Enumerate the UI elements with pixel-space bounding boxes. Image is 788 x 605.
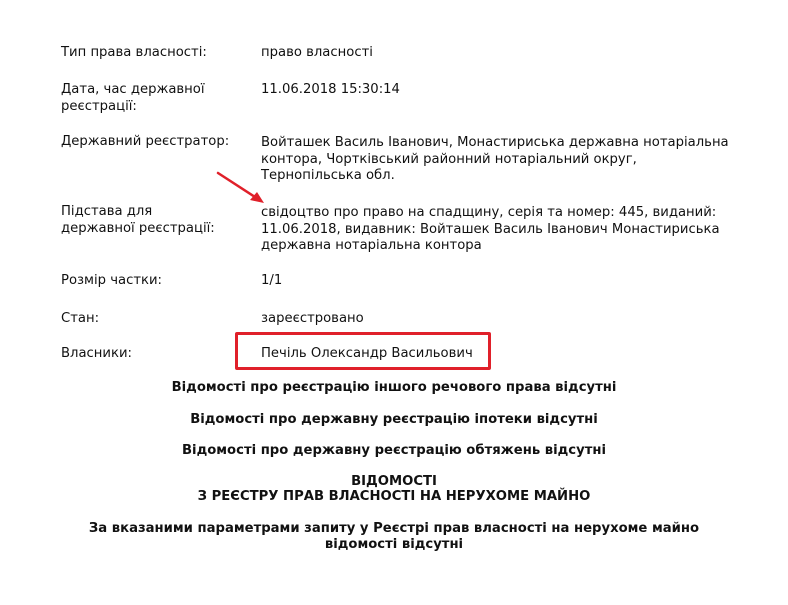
absent-line1: За вказаними параметрами запиту у Реєстрі прав власності на нерухоме майно	[88, 521, 700, 536]
registry-heading-line2: З РЕЄСТРУ ПРАВ ВЛАСНОСТІ НА НЕРУХОМЕ МАЙНО	[197, 489, 591, 504]
field-label: Дата, час державної реєстрації:	[61, 82, 205, 114]
field-value: 11.06.2018 15:30:14	[261, 82, 400, 97]
field-value: право власності	[261, 45, 373, 60]
absent-line2: відомості відсутні	[324, 537, 464, 552]
registry-heading-line1: ВІДОМОСТІ	[351, 474, 437, 489]
red-arrow-icon	[210, 168, 270, 208]
field-value: Войташек Василь Іванович, Монастириська державна нотаріальна контора, Чортківський районний нотаріальний округ, Тернопільська обл.	[261, 135, 729, 183]
field-value: зареєстровано	[261, 311, 364, 326]
notice-encumbrance: Відомості про державну реєстрацію обтяжень відсутні	[182, 443, 606, 458]
field-label: Стан:	[61, 311, 100, 326]
field-label: Підстава для державної реєстрації:	[61, 204, 215, 236]
field-label: Державний реєстратор:	[61, 134, 230, 149]
field-label: Тип права власності:	[61, 45, 207, 60]
field-value: 1/1	[261, 273, 283, 288]
notice-other-right: Відомості про реєстрацію іншого речового права відсутні	[171, 380, 617, 395]
field-label: Розмір частки:	[61, 273, 162, 288]
owner-highlight-box	[235, 332, 491, 370]
field-label: Власники:	[61, 346, 132, 361]
field-value: свідоцтво про право на спадщину, серія та номер: 445, виданий: 11.06.2018, видавник: Войташек Василь Іванович Монастириська державна нотаріальна контора	[261, 205, 720, 253]
notice-mortgage: Відомості про державну реєстрацію іпотеки відсутні	[190, 412, 598, 427]
field-value: Печіль Олександр Васильович	[261, 346, 473, 361]
